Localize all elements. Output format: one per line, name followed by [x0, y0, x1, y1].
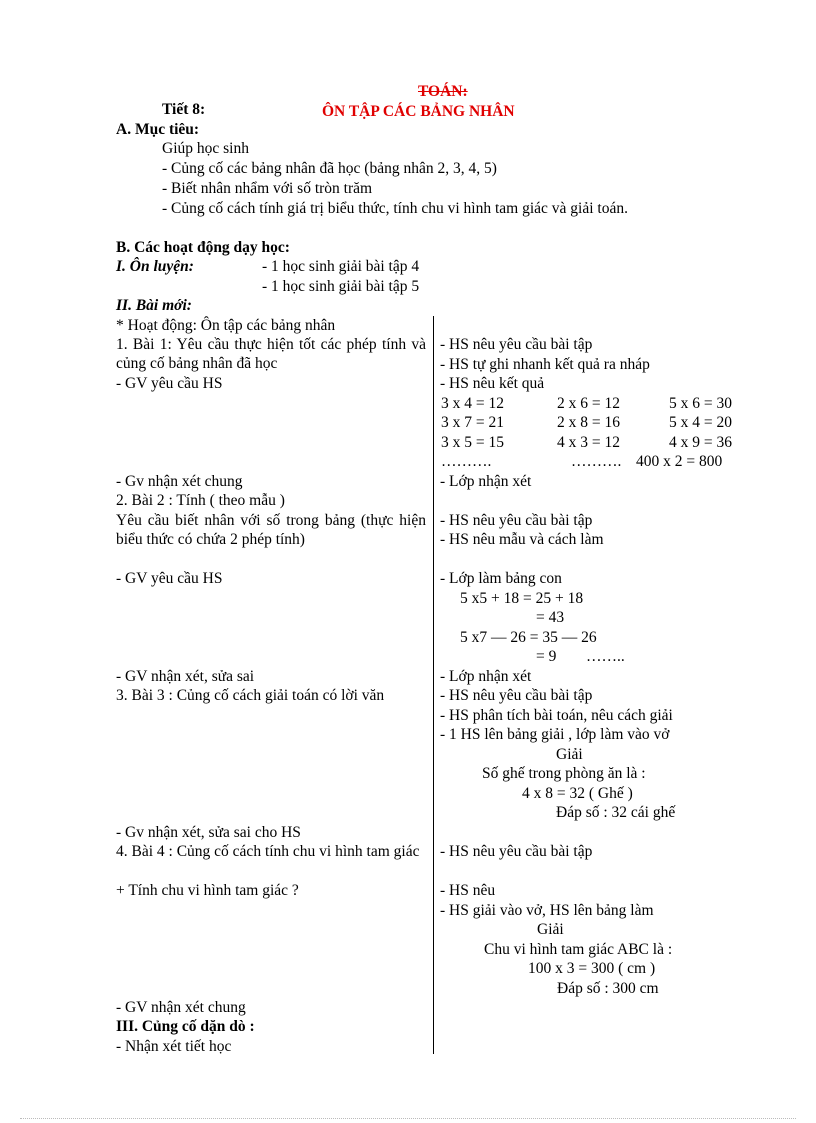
- calc-ellipsis: ……..: [586, 648, 625, 665]
- part1-item: - 1 học sinh giải bài tập 5: [262, 278, 420, 295]
- right-student-step: - HS giải vào vở, HS lên bảng làm: [440, 902, 654, 919]
- right-student-step: - Lớp nhận xét: [440, 668, 532, 685]
- left-teacher-step: - Gv nhận xét chung: [116, 473, 243, 490]
- right-student-step: - HS phân tích bài toán, nêu cách giải: [440, 707, 673, 724]
- right-student-step: - HS nêu yêu cầu bài tập: [440, 843, 593, 860]
- grid-cell: ……….: [571, 453, 622, 470]
- solution-heading: Giải: [556, 746, 583, 763]
- grid-cell: 4 x 3 = 12: [557, 434, 620, 451]
- right-student-step: - HS nêu yêu cầu bài tập: [440, 512, 593, 529]
- grid-cell: 3 x 7 = 21: [441, 414, 504, 431]
- objective-item: - Biết nhân nhẩm với số tròn trăm: [162, 180, 373, 197]
- left-exercise-2-desc: Yêu cầu biết nhân với số trong bảng (thực hiện biểu thức có chứa 2 phép tính): [116, 512, 426, 548]
- left-teacher-step: - GV nhận xét, sửa sai: [116, 668, 255, 685]
- left-activity: * Hoạt động: Ôn tập các bảng nhân: [116, 317, 336, 334]
- section-b-heading: B. Các hoạt động dạy học:: [116, 239, 290, 256]
- grid-cell: 2 x 8 = 16: [557, 414, 620, 431]
- calc-line: 5 x5 + 18 = 25 + 18: [460, 590, 584, 607]
- section-iii-heading: III. Củng cố dặn dò :: [116, 1018, 255, 1035]
- grid-cell: ……….: [441, 453, 492, 470]
- left-teacher-step: - Gv nhận xét, sửa sai cho HS: [116, 824, 301, 841]
- subject-label: TOÁN:: [418, 83, 468, 100]
- column-divider: [433, 316, 434, 1054]
- grid-cell: 400 x 2 = 800: [636, 453, 723, 470]
- left-exercise-1: 1. Bài 1: Yêu cầu thực hiện tốt các phép tính và củng cố bảng nhân đã học: [116, 336, 426, 372]
- right-student-step: - HS tự ghi nhanh kết quả ra nháp: [440, 356, 650, 373]
- right-student-step: - Lớp làm bảng con: [440, 570, 562, 587]
- left-teacher-step: - GV nhận xét chung: [116, 999, 246, 1016]
- solution-line: 4 x 8 = 32 ( Ghế ): [522, 785, 633, 802]
- left-exercise-4: 4. Bài 4 : Củng cố cách tính chu vi hình tam giác: [116, 843, 420, 860]
- part1-label: I. Ôn luyện:: [116, 258, 194, 275]
- objective-item: - Củng cố cách tính giá trị biểu thức, tính chu vi hình tam giác và giải toán.: [162, 200, 628, 217]
- left-exercise-3: 3. Bài 3 : Củng cố cách giải toán có lời văn: [116, 687, 385, 704]
- right-student-step: - HS nêu mẫu và cách làm: [440, 531, 604, 548]
- right-student-step: - 1 HS lên bảng giải , lớp làm vào vở: [440, 726, 670, 743]
- right-student-step: - HS nêu kết quả: [440, 375, 545, 392]
- solution-answer: Đáp số : 32 cái ghế: [556, 804, 676, 821]
- calc-line: = 9: [536, 648, 557, 665]
- right-student-step: - HS nêu yêu cầu bài tập: [440, 336, 593, 353]
- left-exercise-2: 2. Bài 2 : Tính ( theo mẫu ): [116, 492, 285, 509]
- solution-line: 100 x 3 = 300 ( cm ): [528, 960, 656, 977]
- solution-answer: Đáp số : 300 cm: [557, 980, 659, 997]
- page-footer-rule: [20, 1118, 796, 1119]
- grid-cell: 3 x 5 = 15: [441, 434, 504, 451]
- right-student-step: - Lớp nhận xét: [440, 473, 532, 490]
- calc-line: 5 x7 — 26 = 35 — 26: [460, 629, 597, 646]
- calc-line: = 43: [536, 609, 565, 626]
- grid-cell: 5 x 4 = 20: [669, 414, 732, 431]
- solution-line: Chu vi hình tam giác ABC là :: [484, 941, 673, 958]
- solution-line: Số ghế trong phòng ăn là :: [482, 765, 646, 782]
- right-student-step: - HS nêu: [440, 882, 496, 899]
- lesson-number: Tiết 8:: [162, 101, 206, 118]
- left-teacher-step: - GV yêu cầu HS: [116, 570, 223, 587]
- part1-item: - 1 học sinh giải bài tập 4: [262, 258, 420, 275]
- section-a-intro: Giúp học sinh: [162, 140, 249, 157]
- grid-cell: 3 x 4 = 12: [441, 395, 504, 412]
- grid-cell: 5 x 6 = 30: [669, 395, 732, 412]
- page-title: ÔN TẬP CÁC BẢNG NHÂN: [322, 103, 515, 120]
- grid-cell: 4 x 9 = 36: [669, 434, 732, 451]
- solution-heading: Giải: [537, 921, 564, 938]
- right-student-step: - HS nêu yêu cầu bài tập: [440, 687, 593, 704]
- section-a-heading: A. Mục tiêu:: [116, 121, 200, 138]
- left-teacher-step: - Nhận xét tiết học: [116, 1038, 232, 1055]
- objective-item: - Củng cố các bảng nhân đã học (bảng nhân 2, 3, 4, 5): [162, 160, 497, 177]
- part2-label: II. Bài mới:: [116, 297, 192, 314]
- left-exercise-4-q: + Tính chu vi hình tam giác ?: [116, 882, 299, 899]
- left-teacher-step: - GV yêu cầu HS: [116, 375, 223, 392]
- grid-cell: 2 x 6 = 12: [557, 395, 620, 412]
